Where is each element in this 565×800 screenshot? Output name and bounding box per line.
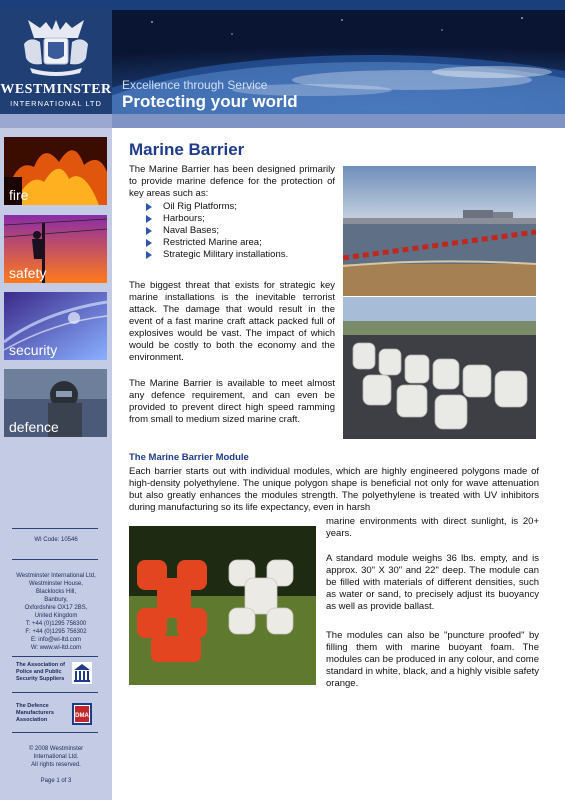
address-line: Banbury,	[44, 597, 68, 603]
bullet-arrow-icon	[146, 203, 152, 211]
section-heading-module: The Marine Barrier Module	[129, 452, 249, 463]
company-address	[0, 572, 112, 652]
list-item-text: Restricted Marine area;	[163, 237, 262, 248]
dma-badge-text: DMA	[75, 713, 89, 719]
dma-logo-icon	[72, 703, 92, 725]
crest-icon	[20, 16, 92, 78]
intro-paragraph: The Marine Barrier has been designed primarily to provide marine defence for the protection of key areas such as:	[129, 164, 335, 199]
list-item-text: Strategic Military installations.	[163, 249, 289, 260]
copyright-line: All rights reserved.	[31, 762, 81, 768]
assoc-police-security-suppliers[interactable]	[16, 662, 65, 683]
address-line: Blacklocks Hill,	[35, 589, 76, 595]
assoc-line: The Defence	[16, 703, 49, 709]
sidebar-tile-safety[interactable]	[4, 215, 107, 283]
page-title: Marine Barrier	[129, 140, 245, 159]
page-number: Page 1 of 3	[40, 778, 72, 784]
company-logo[interactable]	[0, 10, 112, 114]
copyright-line: International Ltd.	[33, 754, 79, 760]
bullet-arrow-icon	[146, 227, 152, 235]
header-bar-left	[0, 114, 112, 128]
top-strip	[0, 0, 565, 10]
module-paragraph: Each barrier starts out with individual modules, which are highly engineered polygons made of high-density polyethylene. The unique polygon shape is beneficial not only for wave attenuation but also greatly enhances the modules strength. The polyethylene is treated with UV inhibitors during manufacturing so its life expectancy, even in harsh	[129, 466, 539, 513]
threat-paragraph: The biggest threat that exists for strategic key marine installations is the inevitable terrorist attack. The damage that would result in the event of a fast marine craft attack packed full of explosives would be vast. The impact of which would be costly to both the economy and the environment.	[129, 280, 335, 363]
address-line: Westminster House,	[29, 581, 83, 587]
bullet-arrow-icon	[146, 239, 152, 247]
header-bar	[112, 114, 565, 128]
sidebar-divider	[12, 732, 98, 733]
brand-subtitle: INTERNATIONAL LTD	[10, 99, 102, 108]
phone-number: T: +44 (0)1295 756300	[25, 621, 87, 627]
protection-areas-list	[146, 201, 288, 261]
tile-label-fire: fire	[9, 187, 29, 203]
sidebar-divider	[12, 692, 98, 693]
assoc-line: Security Suppliers	[16, 676, 65, 682]
wi-code: WI Code: 10546	[34, 537, 78, 543]
list-item-text: Harbours;	[163, 213, 205, 224]
header-banner	[112, 10, 565, 114]
harbour-barrier-photo	[343, 166, 536, 296]
puncture-proof-paragraph: The modules can also be "puncture proofed" by filling them with marine buoyant foam. The modules can be produced in any colour, and come standard in white, black, and a highly visible safety orange.	[326, 630, 539, 689]
brand-name: WESTMINSTER	[0, 82, 112, 97]
assoc-line: Association	[16, 717, 48, 723]
sidebar-divider	[12, 559, 98, 560]
copyright	[0, 745, 112, 769]
address-line: Oxfordshire OX17 2BS,	[24, 605, 88, 611]
list-item	[146, 225, 288, 237]
bullet-arrow-icon	[146, 215, 152, 223]
copyright-line: © 2008 Westminster	[28, 746, 84, 752]
assoc-line: The Association of	[16, 662, 65, 668]
white-modules-photo	[343, 297, 536, 439]
sidebar-tile-defence[interactable]	[4, 369, 107, 437]
tile-label-security: security	[9, 342, 58, 358]
list-item	[146, 249, 288, 261]
assoc-line: Police and Public	[16, 669, 62, 675]
bullet-arrow-icon	[146, 251, 152, 259]
sidebar-divider	[12, 656, 98, 657]
sidebar-divider	[12, 528, 98, 529]
list-item	[146, 213, 288, 225]
module-paragraph-continued: marine environments with direct sunlight, is 20+ years.	[326, 516, 539, 539]
tagline-excellence: Excellence through Service	[122, 78, 268, 92]
tile-label-safety: safety	[9, 265, 47, 281]
list-item	[146, 237, 288, 249]
sidebar-tile-fire[interactable]	[4, 137, 107, 205]
website-link[interactable]: W: www.wi-ltd.com	[30, 645, 82, 651]
building-icon	[72, 662, 92, 684]
list-item-text: Oil Rig Platforms;	[163, 201, 237, 212]
sidebar-tile-security[interactable]	[4, 292, 107, 360]
weight-paragraph: A standard module weighs 36 lbs. empty, and is approx. 30" X 30" and 22" deep. The module can be filled with materials of different densities, such as water or sand, to precisely adjust its buoyancy as well as provide ballast.	[326, 553, 539, 612]
availability-paragraph: The Marine Barrier is available to meet almost any defence requirement, and can even be provided to prevent direct high speed ramming from small to medium sized marine craft.	[129, 378, 335, 425]
orange-white-module-photo	[129, 526, 316, 685]
email-link[interactable]: E: info@wi-ltd.com	[30, 637, 82, 643]
assoc-line: Manufacturers	[16, 710, 54, 716]
address-line: Westminster International Ltd,	[16, 573, 96, 579]
tagline-protecting: Protecting your world	[122, 92, 298, 111]
list-item	[146, 201, 288, 213]
tile-label-defence: defence	[9, 419, 59, 435]
fax-number: F: +44 (0)1295 756302	[25, 629, 87, 635]
assoc-defence-manufacturers[interactable]	[16, 703, 54, 724]
address-line: United Kingdom	[34, 613, 78, 619]
list-item-text: Naval Bases;	[163, 225, 219, 236]
